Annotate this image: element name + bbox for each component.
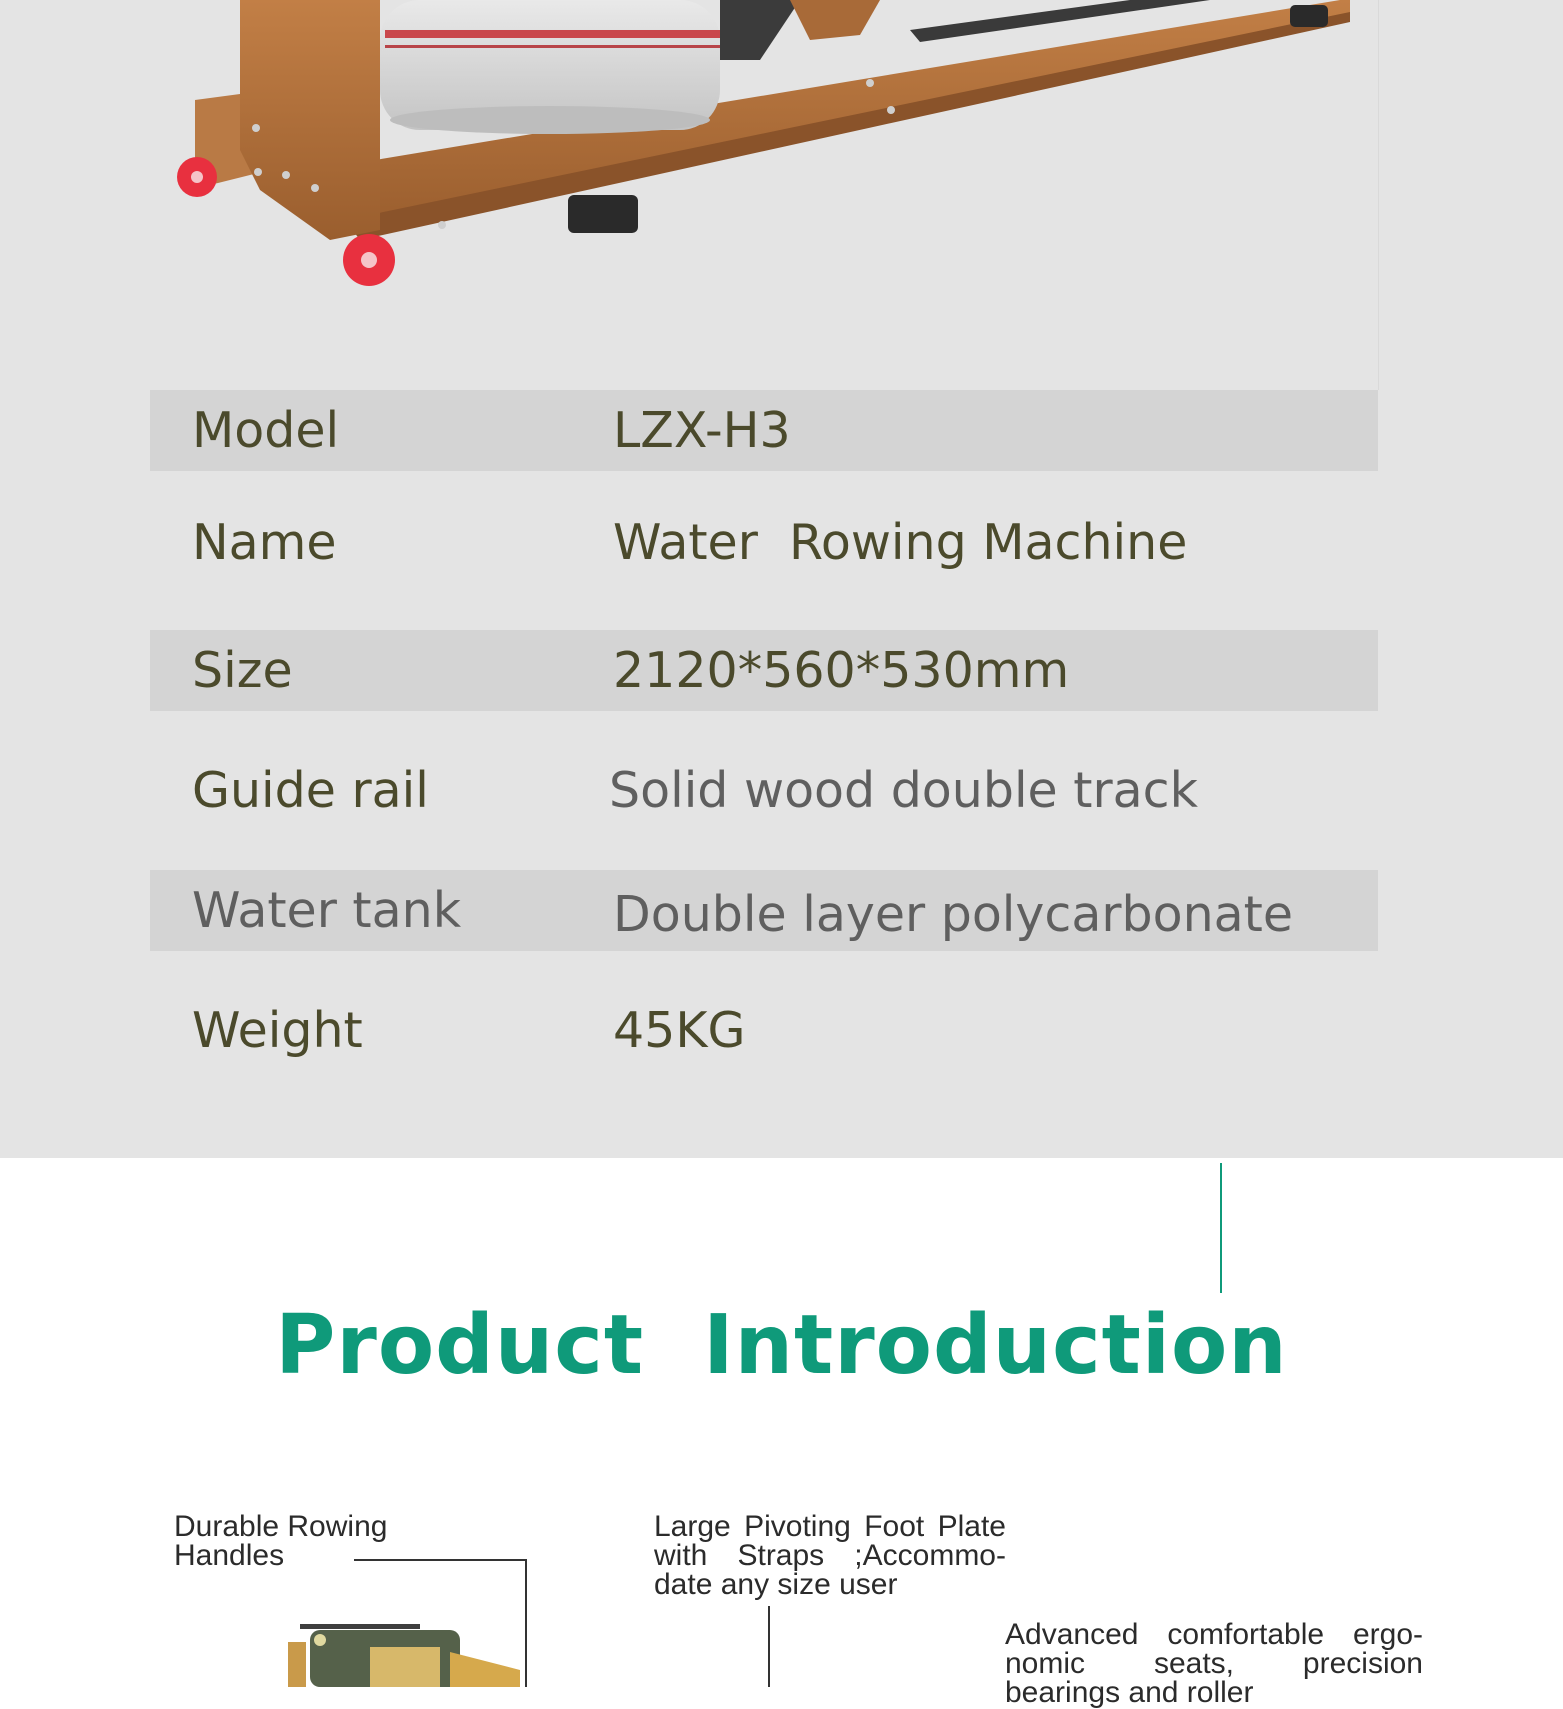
handles-leader-line [354, 1559, 526, 1561]
spec-row-model [150, 390, 1378, 471]
spec-row-guide-rail [150, 750, 1378, 831]
spec-label: Model [192, 402, 340, 459]
photo-divider [1378, 0, 1379, 390]
spec-value: Double layer polycarbonate [613, 886, 1294, 943]
spec-value: 2120*560*530mm [613, 642, 1070, 699]
spec-row-name [150, 502, 1378, 583]
callout-rowing-handles: Durable Rowing Handles [174, 1510, 388, 1572]
accent-divider [1220, 1163, 1222, 1293]
spec-value: 45KG [613, 1002, 746, 1059]
callout-seat: Advanced comfortable ergo-nomic seats, precision bearings and roller [1005, 1618, 1423, 1709]
rowing-machine-diagram [270, 1612, 570, 1687]
spec-label: Size [192, 642, 293, 699]
section-title: Product Introduction [275, 1298, 1288, 1393]
spec-label: Weight [192, 1002, 363, 1059]
spec-row-weight [150, 990, 1378, 1071]
spec-value: Solid wood double track [609, 762, 1198, 819]
callout-foot-plate: Large Pivoting Foot Plate with Straps ;Accommo-date any size user [654, 1510, 1006, 1601]
spec-row-size [150, 630, 1378, 711]
spec-row-water-tank [150, 870, 1378, 951]
spec-label: Guide rail [192, 762, 429, 819]
spec-value: LZX-H3 [613, 402, 791, 459]
foot-plate-leader-line [768, 1606, 770, 1687]
spec-value: Water Rowing Machine [613, 514, 1188, 571]
spec-label: Name [192, 514, 337, 571]
rowing-machine-photo [0, 0, 1563, 320]
spec-label: Water tank [192, 882, 462, 939]
